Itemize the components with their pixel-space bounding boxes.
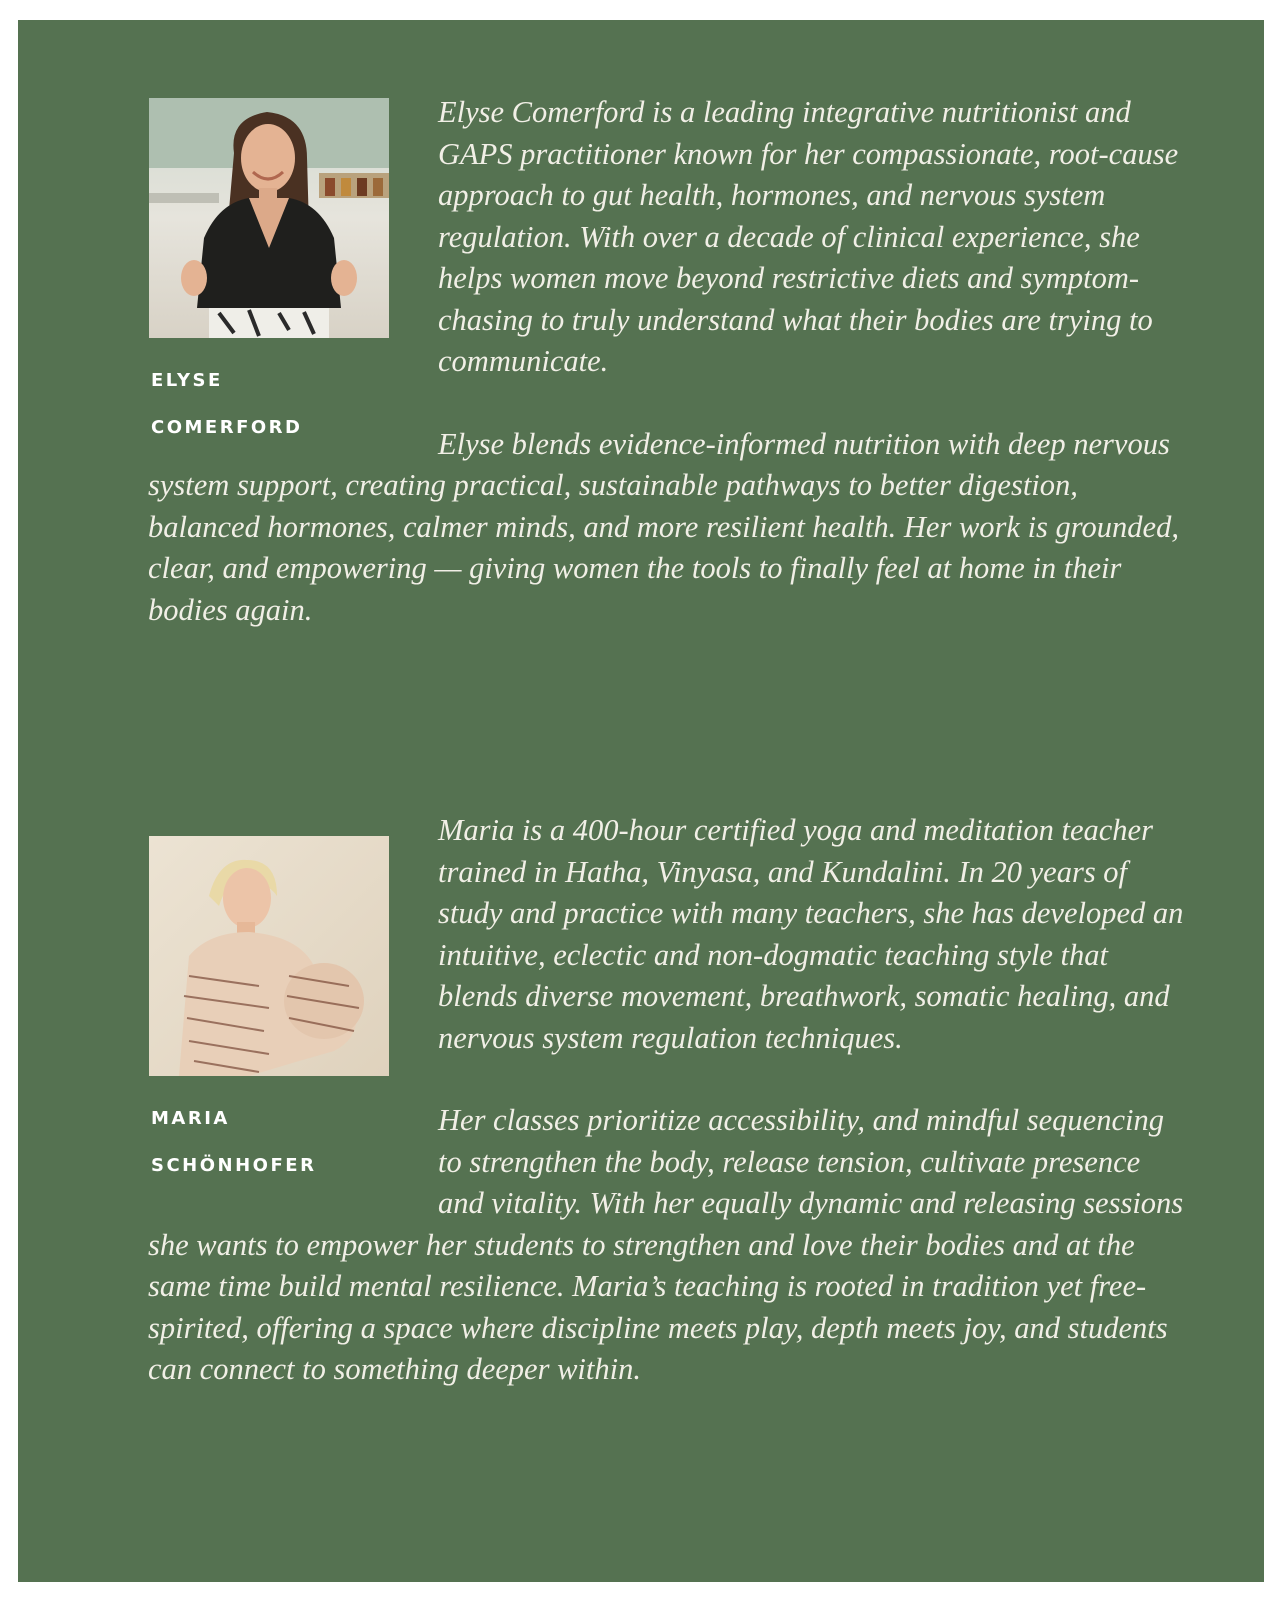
elyse-last-name: comerford [151, 410, 303, 439]
elyse-bio-paragraph-1: Elyse Comerford is a leading integrative nutritionist and GAPS practitioner known for her compassionate, root-cause approach to gut health, hormones, and nervous system regulation. With over a decade of clinical experience, she helps women move beyond restrictive diets and symptom-chasing to truly understand what their bodies are trying to communicate. [438, 95, 1179, 378]
elyse-first-name: elyse [151, 363, 223, 392]
elyse-bio-paragraph-2: Elyse blends evidence-informed nutrition with deep nervous system support, creating practical, sustainable pathways to better digestion, balanced hormones, calmer minds, and more resilient health. Her work is grounded, clear, and empowering — giving women the tools to finally feel at home in their bodies again. [148, 426, 1179, 627]
maria-bio-paragraph-2: Her classes prioritize accessibility, and mindful sequencing to strengthen the body, release tension, cultivate presence and vitality. With her equally dynamic and releasing sessions she wants to empower her students to strengthen and love their bodies and at the same time build mental resilience. Maria’s teaching is rooted in tradition yet free-spirited, offering a space where discipline meets play, depth meets joy, and students can connect to something deeper within. [148, 1103, 1184, 1386]
maria-bio [148, 810, 1188, 1391]
maria-last-name: schönhofer [151, 1148, 317, 1177]
elyse-bio [148, 92, 1188, 631]
maria-first-name: maria [151, 1101, 230, 1130]
maria-bio-paragraph-1: Maria is a 400-hour certified yoga and meditation teacher trained in Hatha, Vinyasa, and Kundalini. In 20 years of study and practice with many teachers, she has developed an intuitive, eclectic and non-dogmatic teaching style that blends diverse movement, breathwork, somatic healing, and nervous system regulation techniques. [438, 813, 1184, 1055]
